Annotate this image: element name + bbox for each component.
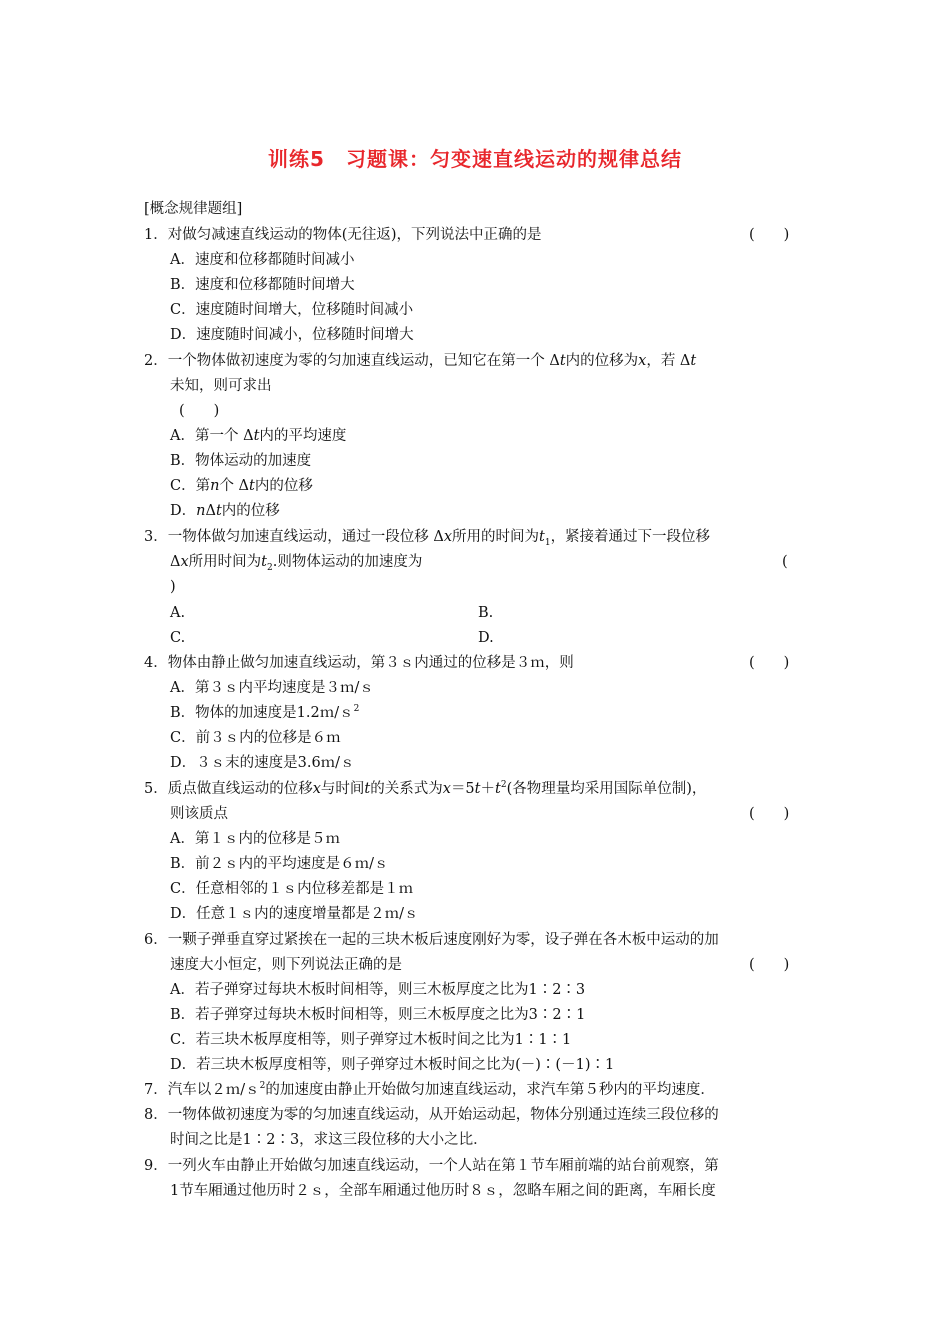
answer-blank: ( )	[749, 227, 790, 243]
question-stem: 2．一个物体做初速度为零的匀加速直线运动，已知它在第一个 Δt内的位移为x，若 Δt	[144, 353, 697, 369]
option-a: A．第１ｓ内的位移是５ｍ	[170, 831, 340, 847]
answer-blank-close: )	[170, 579, 176, 595]
option-d: D．３ｓ末的速度是3.6ｍ/ｓ	[170, 755, 355, 771]
page-title: 训练5 习题课：匀变速直线运动的规律总结	[268, 147, 682, 171]
option-a: A.	[170, 605, 186, 621]
answer-blank: ( )	[749, 806, 790, 822]
option-d: D．nΔt内的位移	[170, 503, 280, 519]
question-stem: 8．一物体做初速度为零的匀加速直线运动，从开始运动起，物体分别通过连续三段位移的	[144, 1107, 719, 1123]
option-d: D．任意１ｓ内的速度增量都是２ｍ/ｓ	[170, 906, 419, 922]
answer-blank: ( )	[749, 957, 790, 973]
question-stem: 4．物体由静止做匀加速直线运动，第３ｓ内通过的位移是３ｍ，则	[144, 655, 574, 671]
question-stem: 3．一物体做匀加速直线运动，通过一段位移 Δx所用的时间为$t_1$，紧接着通过下一段位移	[144, 529, 711, 548]
option-a: A．第３ｓ内平均速度是３ｍ/ｓ	[170, 680, 374, 696]
question-stem-line-2: 未知，则可求出	[170, 378, 272, 394]
question-stem: 9．一列火车由静止开始做匀加速直线运动，一个人站在第１节车厢前端的站台前观察，第	[144, 1158, 719, 1174]
question-stem-line-2: 则该质点	[170, 806, 228, 822]
option-b: B.	[478, 605, 494, 621]
option-c: C．第n个 Δt内的位移	[170, 478, 313, 494]
question-stem-line-2: 时间之比是1∶2∶3，求这三段位移的大小之比．	[170, 1132, 488, 1148]
question-stem-line-2: Δx所用时间为$t_2$.则物体运动的加速度为	[170, 554, 423, 573]
option-a: A．速度和位移都随时间减小	[170, 252, 355, 268]
option-b: B．若子弹穿过每块木板时间相等，则三木板厚度之比为3∶2∶1	[170, 1007, 586, 1023]
option-d: D．若三块木板厚度相等，则子弹穿过木板时间之比为(－)∶(－1)∶1	[170, 1057, 615, 1073]
question-7: 7．汽车以２ｍ/ｓ$^2$的加速度由静止开始做匀加速直线运动，求汽车第５秒内的平均速度．	[144, 1081, 715, 1098]
option-c: C．任意相邻的１ｓ内位移差都是１ｍ	[170, 881, 414, 897]
question-stem-line-2: 1节车厢通过他历时２ｓ，全部车厢通过他历时８ｓ，忽略车厢之间的距离，车厢长度	[170, 1183, 716, 1199]
answer-blank: ( )	[749, 655, 790, 671]
option-d: D.	[478, 630, 494, 646]
answer-blank-open: (	[782, 554, 788, 570]
option-b: B．物体的加速度是1.2ｍ/ｓ$^2$	[170, 704, 360, 721]
option-b: B．物体运动的加速度	[170, 453, 312, 469]
option-a: A．第一个 Δt内的平均速度	[170, 428, 347, 444]
option-c: C．前３ｓ内的位移是６ｍ	[170, 730, 341, 746]
option-a: A．若子弹穿过每块木板时间相等，则三木板厚度之比为1∶2∶3	[170, 982, 586, 998]
option-c: C．速度随时间增大，位移随时间减小	[170, 302, 414, 318]
option-d: D．速度随时间减小，位移随时间增大	[170, 327, 414, 343]
option-c: C.	[170, 630, 186, 646]
question-stem: 1．对做匀减速直线运动的物体(无往返)，下列说法中正确的是	[144, 227, 542, 243]
option-c: C．若三块木板厚度相等，则子弹穿过木板时间之比为1∶1∶1	[170, 1032, 572, 1048]
question-stem: 6．一颗子弹垂直穿过紧挨在一起的三块木板后速度刚好为零，设子弹在各木板中运动的加	[144, 932, 719, 948]
answer-blank: ( )	[179, 403, 220, 419]
question-stem: 5．质点做直线运动的位移x与时间t的关系式为$x=5t+t^2$(各物理量均采用国际单位制)，	[144, 780, 707, 797]
option-b: B．速度和位移都随时间增大	[170, 277, 355, 293]
question-stem-line-2: 速度大小恒定，则下列说法正确的是	[170, 957, 402, 973]
section-label: [概念规律题组]	[144, 201, 243, 217]
option-b: B．前２ｓ内的平均速度是６ｍ/ｓ	[170, 856, 389, 872]
